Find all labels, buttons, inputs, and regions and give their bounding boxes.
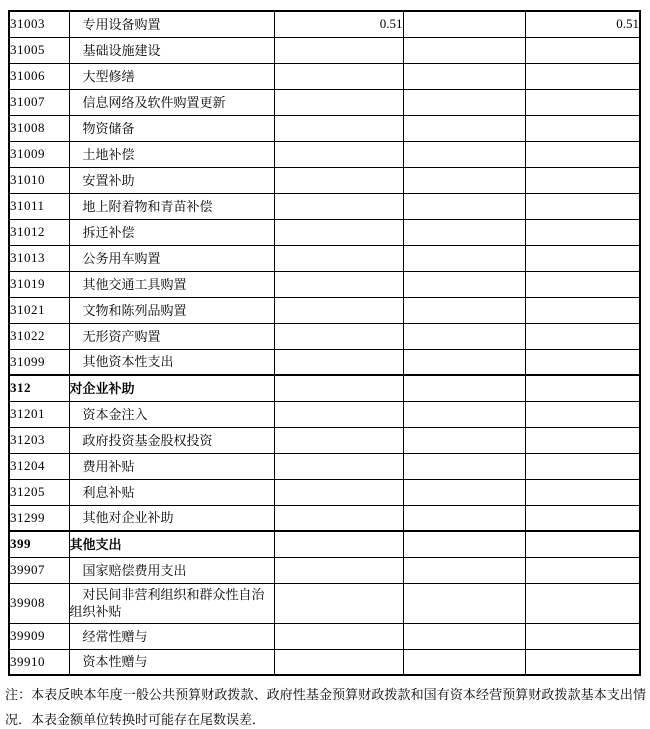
value-cell-state-capital bbox=[525, 649, 640, 675]
economic-code-cell: 31022 bbox=[9, 323, 69, 349]
table-row bbox=[9, 427, 640, 453]
table-footnote: 注：本表反映本年度一般公共预算财政拨款、政府性基金预算财政拨款和国有资本经营预算财政拨款基本支出情况．本表金额单位转换时可能存在尾数误差． bbox=[5, 687, 646, 727]
value-cell-general-budget bbox=[274, 623, 403, 649]
economic-name-cell: 物资储备 bbox=[69, 115, 274, 141]
value-cell-gov-fund bbox=[403, 167, 525, 193]
value-cell-state-capital bbox=[525, 193, 640, 219]
table-row bbox=[9, 623, 640, 649]
value-cell-gov-fund bbox=[403, 427, 525, 453]
economic-code-cell: 31005 bbox=[9, 37, 69, 63]
value-cell-gov-fund bbox=[403, 11, 525, 37]
economic-name-cell: 无形资产购置 bbox=[69, 323, 274, 349]
value-cell-state-capital bbox=[525, 349, 640, 375]
table-row bbox=[9, 193, 640, 219]
value-cell-gov-fund bbox=[403, 531, 525, 557]
economic-name-cell: 对民间非营利组织和群众性自治组织补贴 bbox=[69, 583, 274, 623]
table-row bbox=[9, 349, 640, 375]
value-cell-state-capital bbox=[525, 63, 640, 89]
table-row bbox=[9, 11, 640, 37]
value-cell-gov-fund bbox=[403, 63, 525, 89]
economic-code-cell: 31204 bbox=[9, 453, 69, 479]
value-cell-gov-fund bbox=[403, 37, 525, 63]
value-cell-general-budget bbox=[274, 271, 403, 297]
budget-expenditure-table bbox=[8, 10, 641, 676]
economic-code-cell: 31006 bbox=[9, 63, 69, 89]
value-cell-general-budget bbox=[274, 427, 403, 453]
table-row bbox=[9, 167, 640, 193]
economic-name-cell: 公务用车购置 bbox=[69, 245, 274, 271]
economic-name-cell: 经常性赠与 bbox=[69, 623, 274, 649]
value-cell-general-budget bbox=[274, 63, 403, 89]
value-cell-general-budget bbox=[274, 297, 403, 323]
value-cell-state-capital bbox=[525, 623, 640, 649]
value-cell-general-budget bbox=[274, 141, 403, 167]
economic-name-cell: 地上附着物和青苗补偿 bbox=[69, 193, 274, 219]
economic-code-cell: 31205 bbox=[9, 479, 69, 505]
table-row bbox=[9, 557, 640, 583]
economic-name-cell: 基础设施建设 bbox=[69, 37, 274, 63]
table-row bbox=[9, 297, 640, 323]
value-cell-general-budget bbox=[274, 557, 403, 583]
value-cell-gov-fund bbox=[403, 623, 525, 649]
value-cell-gov-fund bbox=[403, 297, 525, 323]
value-cell-state-capital bbox=[525, 167, 640, 193]
value-cell-general-budget bbox=[274, 89, 403, 115]
table-row bbox=[9, 37, 640, 63]
value-cell-gov-fund bbox=[403, 401, 525, 427]
value-cell-state-capital bbox=[525, 245, 640, 271]
economic-name-cell: 对企业补助 bbox=[69, 375, 274, 401]
value-cell-general-budget bbox=[274, 401, 403, 427]
economic-code-cell: 39907 bbox=[9, 557, 69, 583]
budget-table-body bbox=[9, 11, 640, 675]
economic-name-cell: 其他交通工具购置 bbox=[69, 271, 274, 297]
table-row bbox=[9, 63, 640, 89]
value-cell-gov-fund bbox=[403, 557, 525, 583]
value-cell-general-budget bbox=[274, 531, 403, 557]
value-cell-state-capital bbox=[525, 375, 640, 401]
economic-code-cell: 31008 bbox=[9, 115, 69, 141]
value-cell-general-budget bbox=[274, 193, 403, 219]
value-cell-gov-fund bbox=[403, 375, 525, 401]
value-cell-general-budget bbox=[274, 323, 403, 349]
value-cell-general-budget bbox=[274, 37, 403, 63]
economic-name-cell: 安置补助 bbox=[69, 167, 274, 193]
table-row bbox=[9, 219, 640, 245]
economic-name-cell: 其他对企业补助 bbox=[69, 505, 274, 531]
value-cell-general-budget bbox=[274, 167, 403, 193]
value-cell-general-budget bbox=[274, 245, 403, 271]
value-cell-state-capital bbox=[525, 219, 640, 245]
value-cell-state-capital bbox=[525, 427, 640, 453]
economic-code-cell: 31003 bbox=[9, 11, 69, 37]
value-cell-gov-fund bbox=[403, 505, 525, 531]
table-row bbox=[9, 401, 640, 427]
economic-code-cell: 31007 bbox=[9, 89, 69, 115]
value-cell-gov-fund bbox=[403, 219, 525, 245]
value-cell-state-capital bbox=[525, 141, 640, 167]
value-cell-general-budget bbox=[274, 349, 403, 375]
economic-code-cell: 312 bbox=[9, 375, 69, 401]
table-row bbox=[9, 141, 640, 167]
value-cell-state-capital bbox=[525, 115, 640, 141]
value-cell-state-capital bbox=[525, 583, 640, 623]
value-cell-gov-fund bbox=[403, 479, 525, 505]
economic-name-cell: 文物和陈列品购置 bbox=[69, 297, 274, 323]
value-cell-gov-fund bbox=[403, 115, 525, 141]
value-cell-state-capital bbox=[525, 479, 640, 505]
table-row bbox=[9, 245, 640, 271]
value-cell-state-capital bbox=[525, 453, 640, 479]
value-cell-state-capital bbox=[525, 271, 640, 297]
table-row bbox=[9, 323, 640, 349]
value-cell-gov-fund bbox=[403, 649, 525, 675]
value-cell-general-budget bbox=[274, 115, 403, 141]
economic-code-cell: 31299 bbox=[9, 505, 69, 531]
value-cell-state-capital bbox=[525, 505, 640, 531]
value-cell-state-capital bbox=[525, 401, 640, 427]
economic-name-cell: 土地补偿 bbox=[69, 141, 274, 167]
economic-name-cell: 利息补贴 bbox=[69, 479, 274, 505]
value-cell-state-capital bbox=[525, 297, 640, 323]
value-cell-gov-fund bbox=[403, 141, 525, 167]
economic-name-cell: 其他支出 bbox=[69, 531, 274, 557]
value-cell-general-budget bbox=[274, 479, 403, 505]
table-row bbox=[9, 115, 640, 141]
value-cell-gov-fund bbox=[403, 193, 525, 219]
economic-code-cell: 31203 bbox=[9, 427, 69, 453]
economic-code-cell: 31013 bbox=[9, 245, 69, 271]
value-cell-gov-fund bbox=[403, 89, 525, 115]
economic-name-cell: 资本金注入 bbox=[69, 401, 274, 427]
table-row bbox=[9, 271, 640, 297]
value-cell-state-capital bbox=[525, 557, 640, 583]
table-row bbox=[9, 583, 640, 623]
value-cell-gov-fund bbox=[403, 245, 525, 271]
table-row bbox=[9, 505, 640, 531]
table-row bbox=[9, 89, 640, 115]
table-row bbox=[9, 479, 640, 505]
economic-code-cell: 39909 bbox=[9, 623, 69, 649]
economic-code-cell: 399 bbox=[9, 531, 69, 557]
economic-code-cell: 31019 bbox=[9, 271, 69, 297]
value-cell-state-capital bbox=[525, 89, 640, 115]
economic-code-cell: 31012 bbox=[9, 219, 69, 245]
economic-name-cell: 信息网络及软件购置更新 bbox=[69, 89, 274, 115]
economic-name-cell: 费用补贴 bbox=[69, 453, 274, 479]
economic-code-cell: 31011 bbox=[9, 193, 69, 219]
economic-code-cell: 31010 bbox=[9, 167, 69, 193]
value-cell-general-budget bbox=[274, 583, 403, 623]
economic-name-cell: 资本性赠与 bbox=[69, 649, 274, 675]
value-cell-general-budget bbox=[274, 505, 403, 531]
economic-code-cell: 39908 bbox=[9, 583, 69, 623]
value-cell-general-budget bbox=[274, 219, 403, 245]
value-cell-gov-fund bbox=[403, 323, 525, 349]
economic-code-cell: 31201 bbox=[9, 401, 69, 427]
value-cell-general-budget bbox=[274, 649, 403, 675]
economic-code-cell: 31099 bbox=[9, 349, 69, 375]
table-row bbox=[9, 453, 640, 479]
economic-name-cell: 大型修缮 bbox=[69, 63, 274, 89]
economic-name-cell: 拆迁补偿 bbox=[69, 219, 274, 245]
economic-code-cell: 31009 bbox=[9, 141, 69, 167]
value-cell-state-capital bbox=[525, 323, 640, 349]
value-cell-general-budget bbox=[274, 453, 403, 479]
value-cell-general-budget: 0.51 bbox=[274, 11, 403, 37]
economic-name-cell: 国家赔偿费用支出 bbox=[69, 557, 274, 583]
value-cell-state-capital bbox=[525, 37, 640, 63]
economic-name-cell: 政府投资基金股权投资 bbox=[69, 427, 274, 453]
value-cell-gov-fund bbox=[403, 453, 525, 479]
table-row bbox=[9, 375, 640, 401]
table-row bbox=[9, 531, 640, 557]
economic-name-cell: 专用设备购置 bbox=[69, 11, 274, 37]
value-cell-general-budget bbox=[274, 375, 403, 401]
value-cell-gov-fund bbox=[403, 349, 525, 375]
economic-name-cell: 其他资本性支出 bbox=[69, 349, 274, 375]
value-cell-state-capital: 0.51 bbox=[525, 11, 640, 37]
value-cell-state-capital bbox=[525, 531, 640, 557]
economic-code-cell: 31021 bbox=[9, 297, 69, 323]
value-cell-gov-fund bbox=[403, 271, 525, 297]
table-row bbox=[9, 649, 640, 675]
economic-code-cell: 39910 bbox=[9, 649, 69, 675]
value-cell-gov-fund bbox=[403, 583, 525, 623]
